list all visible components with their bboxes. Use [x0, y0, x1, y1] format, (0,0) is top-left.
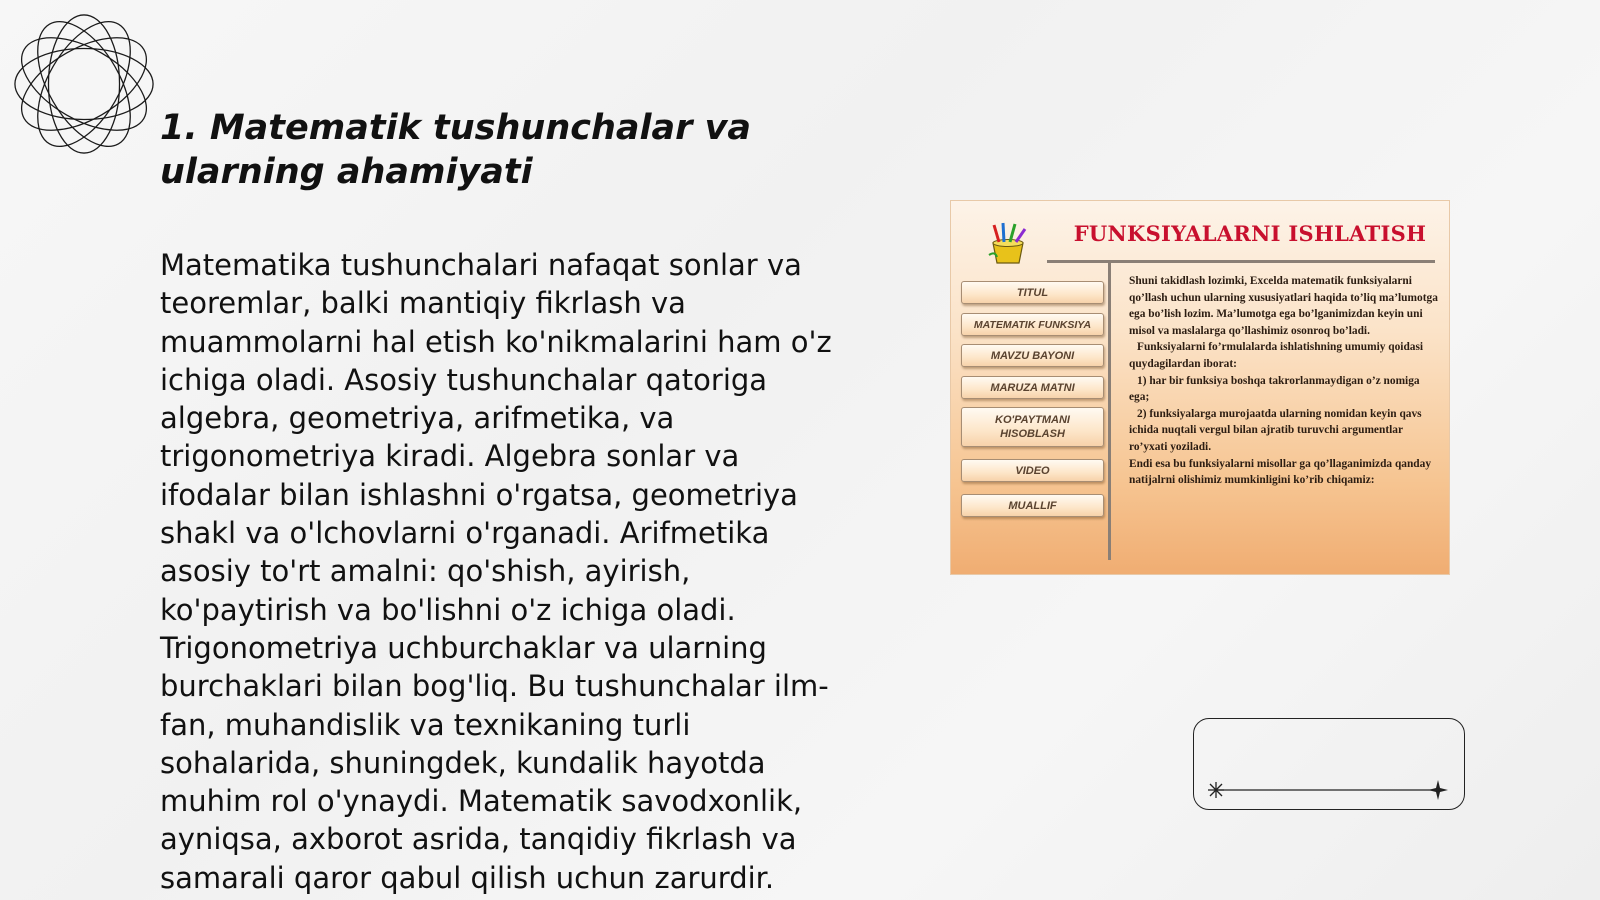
titul-button[interactable]: TITUL [961, 281, 1104, 304]
mavzu-bayoni-button[interactable]: MAVZU BAYONI [961, 344, 1104, 367]
pencil-cup-icon [985, 221, 1031, 267]
slide-title: 1. Matematik tushunchalar va ularning ahamiyati [160, 108, 752, 192]
app-paragraph: Funksiyalarni fo’rmulalarda ishlatishning umumiy qoidasi quydagilardan iborat: [1129, 341, 1424, 370]
sidebar-divider [1108, 263, 1111, 560]
app-paragraph: Shuni takidlash lozimki, Excelda matematik funksiyalarni qo’llash uchun ularning xususiyatlari haqida to’liq ma’lumotga ega bo’lish lozim. Ma’lumotga ega bo’lganimizdan keyin uni misol va maslalarga qo’llashimiz osonroq bo’ladi. [1129, 275, 1438, 337]
app-paragraph: 1) har bir funksiya boshqa takrorlanmaydigan o’z nomiga ega; [1129, 374, 1420, 404]
app-content-text [1129, 273, 1439, 489]
video-button[interactable]: VIDEO [961, 459, 1104, 482]
muallif-button[interactable]: MUALLIF [961, 494, 1104, 517]
embedded-app-screenshot [950, 200, 1450, 575]
kopaytmani-hisoblash-button[interactable]: KO'PAYTMANI HISOBLASH [961, 407, 1104, 447]
title-divider [1047, 260, 1435, 263]
app-paragraph: Endi esa bu funksiyalarni misollar ga qo’llaganimizda qanday natijalrni olishimiz mumkinligini ko’rib chiqamiz: [1129, 457, 1432, 487]
app-paragraph: 2) funksiyalarga murojaatda ularning nomidan keyin qavs ichida nuqtali vergul bilan ajratib turuvchi argumentlar ro’yxati yoziladi. [1129, 407, 1422, 453]
matematik-funksiya-button[interactable]: MATEMATIK FUNKSIYA [961, 313, 1104, 336]
spirograph-icon [10, 10, 158, 158]
sparkle-line-icon [1206, 780, 1452, 800]
slide-body-text: Matematika tushunchalari nafaqat sonlar va teoremlar, balki mantiqiy fikrlash va muammolarni hal etish ko'nikmalarini ham o'z ichiga oladi. Asosiy tushunchalar qatoriga algebra, geometriya, arifmetika, va trigonometriya kiradi. Algebra sonlar va ifodalar bilan ishlashni o'rgatsa, geometriya shakl va o'lchovlarni o'rganadi. Arifmetika asosiy to'rt amalni: qo'shish, ayirish, ko'paytirish va bo'lishni o'z ichiga oladi. Trigonometriya uchburchaklar va ularning burchaklari bilan bog'liq. Bu tushunchalar ilm-fan, muhandislik va texnikaning turli sohalarida, shuningdek, kundalik hayotda muhim rol o'ynaydi. Matematik savodxonlik, ayniqsa, axborot asrida, tanqidiy fikrlash va samarali qaror qabul qilish uchun zarurdir. [160, 248, 832, 895]
maruza-matni-button[interactable]: MARUZA MATNI [961, 376, 1104, 399]
app-title: FUNKSIYALARNI ISHLATISH [1073, 221, 1427, 246]
